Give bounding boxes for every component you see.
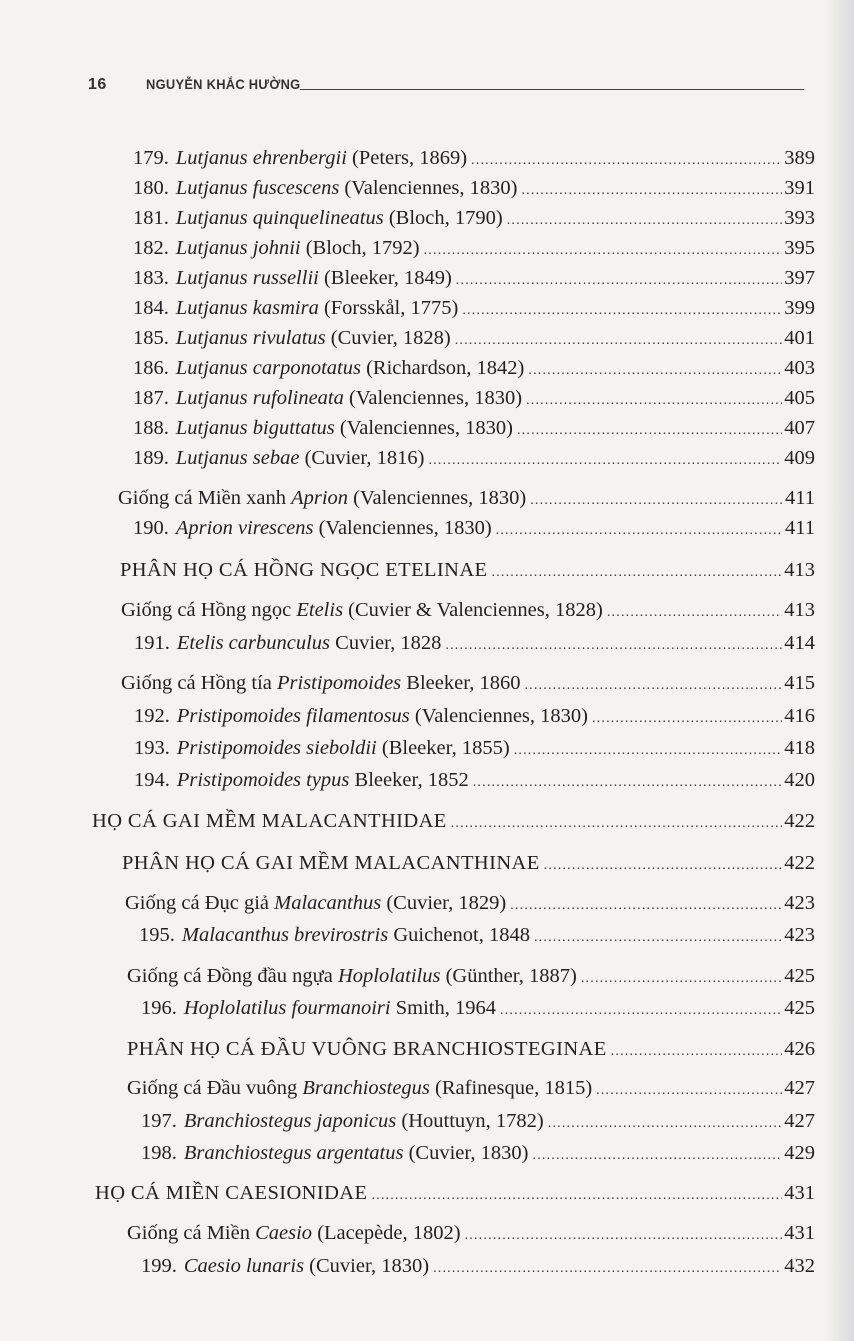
page-reference: 405 — [784, 387, 815, 409]
entry-number: 189. — [133, 447, 169, 469]
entry-text — [141, 1253, 429, 1279]
header-rule — [300, 89, 804, 90]
entry-text — [133, 515, 492, 541]
toc-entry-species — [133, 175, 815, 201]
page-reference: 426 — [784, 1038, 815, 1060]
toc-entry-species — [133, 445, 815, 471]
author-citation: (Cuvier & Valenciennes, 1828) — [343, 599, 603, 621]
toc-entry-species — [141, 1140, 815, 1166]
dot-leader — [528, 358, 782, 384]
toc-entry-species — [139, 922, 815, 948]
page-reference: 391 — [784, 177, 815, 199]
toc-entry-species — [133, 355, 815, 381]
page-reference: 425 — [784, 965, 815, 987]
toc-entry-group — [121, 597, 815, 623]
entry-number: 195. — [139, 924, 175, 946]
page-reference: 413 — [784, 599, 815, 621]
entry-text — [121, 670, 520, 696]
toc-entry-species — [133, 295, 815, 321]
author-citation: (Günther, 1887) — [440, 965, 577, 987]
entry-text — [133, 445, 424, 471]
entry-text — [134, 703, 588, 729]
toc-entry-group — [95, 1180, 815, 1206]
entry-text — [120, 557, 487, 583]
page-reference: 411 — [785, 487, 815, 509]
author-citation: (Bloch, 1792) — [300, 237, 420, 259]
dot-leader — [456, 268, 782, 294]
author-citation: Bleeker, 1860 — [401, 672, 521, 694]
page-reference: 418 — [784, 737, 815, 759]
entry-text — [133, 175, 517, 201]
toc-entry-species — [133, 325, 815, 351]
dot-leader — [581, 966, 782, 992]
entry-number: 181. — [133, 207, 169, 229]
entry-number: 188. — [133, 417, 169, 439]
dot-leader — [607, 600, 782, 626]
author-citation: (Rafinesque, 1815) — [429, 1077, 593, 1099]
page-reference: 397 — [784, 267, 815, 289]
scientific-name: Hoplolatilus fourmanoiri — [183, 997, 391, 1019]
entry-number: 185. — [133, 327, 169, 349]
entry-label: Giống cá Đồng đầu ngựa — [127, 965, 338, 987]
author-citation: (Cuvier, 1830) — [304, 1255, 430, 1277]
scientific-name: Lutjanus biguttatus — [175, 417, 335, 439]
toc-entry-species — [133, 145, 815, 171]
dot-leader — [428, 448, 782, 474]
dot-leader — [533, 1143, 783, 1169]
toc-entry-species — [134, 735, 815, 761]
entry-label: HỌ CÁ GAI MỀM MALACANTHIDAE — [92, 810, 447, 832]
author-citation: (Valenciennes, 1830) — [313, 517, 492, 539]
author-citation: (Bleeker, 1849) — [318, 267, 452, 289]
toc-entry-group — [122, 850, 815, 876]
author-citation: (Valenciennes, 1830) — [334, 417, 513, 439]
entry-number: 194. — [134, 769, 170, 791]
page-header — [88, 74, 804, 98]
scientific-name: Aprion — [291, 487, 349, 509]
entry-text — [133, 205, 503, 231]
toc-entry-group — [125, 890, 815, 916]
entry-text — [133, 325, 451, 351]
author-citation: Bleeker, 1852 — [349, 769, 469, 791]
entry-text — [141, 1108, 544, 1134]
scientific-name: Malacanthus — [274, 892, 382, 914]
dot-leader — [473, 770, 783, 796]
page-reference: 399 — [784, 297, 815, 319]
author-citation: (Bleeker, 1855) — [376, 737, 510, 759]
entry-text — [133, 235, 420, 261]
scientific-name: Lutjanus ehrenbergii — [175, 147, 347, 169]
scientific-name: Lutjanus fuscescens — [175, 177, 340, 199]
toc-entry-group — [121, 670, 815, 696]
scientific-name: Branchiostegus japonicus — [183, 1110, 397, 1132]
scientific-name: Caesio lunaris — [183, 1255, 305, 1277]
entry-text — [121, 597, 603, 623]
dot-leader — [530, 488, 783, 514]
page-edge-shadow — [826, 0, 854, 1341]
entry-text — [141, 995, 496, 1021]
scientific-name: Lutjanus kasmira — [175, 297, 319, 319]
page-reference: 420 — [784, 769, 815, 791]
entry-number: 191. — [134, 632, 170, 654]
author-citation: Smith, 1964 — [390, 997, 496, 1019]
scientific-name: Branchiostegus argentatus — [183, 1142, 404, 1164]
page-reference: 407 — [784, 417, 815, 439]
entry-text — [95, 1180, 367, 1206]
dot-leader — [496, 518, 783, 544]
toc-entry-species — [133, 385, 815, 411]
page-reference: 427 — [784, 1077, 815, 1099]
author-citation: Guichenot, 1848 — [388, 924, 530, 946]
author-citation: (Cuvier, 1829) — [381, 892, 507, 914]
dot-leader — [507, 208, 783, 234]
author-citation: (Valenciennes, 1830) — [348, 487, 527, 509]
author-citation: Cuvier, 1828 — [330, 632, 442, 654]
page-number: 16 — [88, 76, 107, 93]
dot-leader — [462, 298, 782, 324]
page-reference: 423 — [784, 924, 815, 946]
dot-leader — [465, 1223, 783, 1249]
entry-text — [92, 808, 447, 834]
toc-entry-group — [127, 963, 815, 989]
scientific-name: Lutjanus sebae — [175, 447, 300, 469]
dot-leader — [534, 925, 782, 951]
entry-label: PHÂN HỌ CÁ GAI MỀM MALACANTHINAE — [122, 852, 540, 874]
toc-entry-species — [133, 515, 815, 541]
scientific-name: Pristipomoides sieboldii — [176, 737, 377, 759]
entry-text — [127, 963, 577, 989]
page-reference: 413 — [784, 559, 815, 581]
entry-number: 190. — [133, 517, 169, 539]
running-title: NGUYỄN KHẮC HƯỜNG — [146, 76, 301, 92]
scientific-name: Etelis — [296, 599, 344, 621]
dot-leader — [596, 1078, 782, 1104]
toc-entry-group — [127, 1075, 815, 1101]
toc-entry-species — [133, 265, 815, 291]
dot-leader — [455, 328, 783, 354]
page-reference: 415 — [784, 672, 815, 694]
dot-leader — [500, 998, 782, 1024]
scientific-name: Branchiostegus — [302, 1077, 430, 1099]
dot-leader — [544, 853, 783, 879]
dot-leader — [514, 738, 783, 764]
author-citation: (Richardson, 1842) — [360, 357, 525, 379]
entry-label: Giống cá Hồng ngọc — [121, 599, 297, 621]
page-reference: 409 — [784, 447, 815, 469]
entry-text — [141, 1140, 529, 1166]
page-reference: 425 — [784, 997, 815, 1019]
entry-number: 186. — [133, 357, 169, 379]
scientific-name: Aprion virescens — [175, 517, 314, 539]
entry-number: 183. — [133, 267, 169, 289]
author-citation: (Bloch, 1790) — [383, 207, 503, 229]
scientific-name: Caesio — [255, 1222, 313, 1244]
author-citation: (Cuvier, 1816) — [299, 447, 425, 469]
scientific-name: Pristipomoides filamentosus — [176, 705, 410, 727]
scientific-name: Lutjanus quinquelineatus — [175, 207, 384, 229]
scientific-name: Pristipomoides typus — [176, 769, 350, 791]
page-reference: 414 — [784, 632, 815, 654]
author-citation: (Valenciennes, 1830) — [343, 387, 523, 409]
toc-entry-species — [134, 703, 815, 729]
entry-text — [122, 850, 540, 876]
toc-entry-species — [141, 1253, 815, 1279]
page-reference: 422 — [784, 810, 815, 832]
toc-entry-species — [134, 630, 815, 656]
toc-entry-species — [133, 235, 815, 261]
dot-leader — [491, 560, 782, 586]
author-citation: (Houttuyn, 1782) — [396, 1110, 544, 1132]
entry-label: PHÂN HỌ CÁ ĐẦU VUÔNG BRANCHIOSTEGINAE — [127, 1038, 607, 1060]
entry-label: Giống cá Hồng tía — [121, 672, 277, 694]
page-reference: 401 — [784, 327, 815, 349]
dot-leader — [524, 673, 782, 699]
page-reference: 431 — [784, 1222, 815, 1244]
entry-text — [133, 385, 522, 411]
entry-text — [127, 1220, 461, 1246]
dot-leader — [451, 811, 783, 837]
entry-number: 179. — [133, 147, 169, 169]
page-reference: 429 — [784, 1142, 815, 1164]
entry-number: 197. — [141, 1110, 177, 1132]
scientific-name: Lutjanus carponotatus — [175, 357, 361, 379]
dot-leader — [433, 1256, 782, 1282]
page-reference: 423 — [784, 892, 815, 914]
toc-entry-species — [141, 1108, 815, 1134]
entry-label: Giống cá Đục giả — [125, 892, 275, 914]
page-reference: 431 — [784, 1182, 815, 1204]
entry-text — [127, 1036, 607, 1062]
page-reference: 411 — [785, 517, 815, 539]
page-reference: 389 — [784, 147, 815, 169]
page-reference: 395 — [784, 237, 815, 259]
author-citation: (Forsskål, 1775) — [318, 297, 459, 319]
author-citation: (Cuvier, 1828) — [325, 327, 451, 349]
dot-leader — [371, 1183, 782, 1209]
toc-entry-group — [127, 1220, 815, 1246]
scientific-name: Lutjanus rufolineata — [175, 387, 344, 409]
entry-text — [133, 415, 513, 441]
entry-text — [134, 630, 441, 656]
author-citation: (Lacepède, 1802) — [312, 1222, 461, 1244]
toc-entry-group — [120, 557, 815, 583]
entry-text — [127, 1075, 592, 1101]
author-citation: (Peters, 1869) — [346, 147, 468, 169]
page-reference: 416 — [784, 705, 815, 727]
entry-number: 187. — [133, 387, 169, 409]
entry-text — [134, 767, 469, 793]
page-reference: 432 — [784, 1255, 815, 1277]
entry-label: Giống cá Miền xanh — [118, 487, 292, 509]
dot-leader — [445, 633, 782, 659]
page-reference: 403 — [784, 357, 815, 379]
author-citation: (Cuvier, 1830) — [403, 1142, 529, 1164]
entry-number: 196. — [141, 997, 177, 1019]
scientific-name: Pristipomoides — [277, 672, 402, 694]
dot-leader — [517, 418, 782, 444]
dot-leader — [526, 388, 782, 414]
entry-text — [133, 295, 458, 321]
entry-number: 182. — [133, 237, 169, 259]
page-reference: 393 — [784, 207, 815, 229]
entry-label: Giống cá Đầu vuông — [127, 1077, 303, 1099]
entry-number: 180. — [133, 177, 169, 199]
toc-entry-group — [127, 1036, 815, 1062]
author-citation: (Valenciennes, 1830) — [339, 177, 518, 199]
entry-number: 199. — [141, 1255, 177, 1277]
entry-label: PHÂN HỌ CÁ HỒNG NGỌC ETELINAE — [120, 559, 488, 581]
toc-entry-species — [133, 415, 815, 441]
scientific-name: Lutjanus russellii — [175, 267, 319, 289]
page-reference: 427 — [784, 1110, 815, 1132]
entry-text — [133, 355, 524, 381]
dot-leader — [424, 238, 783, 264]
dot-leader — [471, 148, 782, 174]
scientific-name: Lutjanus johnii — [175, 237, 301, 259]
entry-text — [134, 735, 510, 761]
scientific-name: Hoplolatilus — [337, 965, 441, 987]
dot-leader — [592, 706, 782, 732]
toc-entry-group — [92, 808, 815, 834]
toc-entry-species — [133, 205, 815, 231]
entry-text — [133, 265, 452, 291]
entry-number: 198. — [141, 1142, 177, 1164]
dot-leader — [548, 1111, 783, 1137]
dot-leader — [521, 178, 782, 204]
dot-leader — [510, 893, 782, 919]
scientific-name: Malacanthus brevirostris — [181, 924, 389, 946]
toc-entry-group — [118, 485, 815, 511]
dot-leader — [611, 1039, 783, 1065]
entry-text — [118, 485, 526, 511]
toc-entry-species — [141, 995, 815, 1021]
scientific-name: Lutjanus rivulatus — [175, 327, 326, 349]
entry-text — [133, 145, 467, 171]
entry-number: 192. — [134, 705, 170, 727]
entry-number: 184. — [133, 297, 169, 319]
author-citation: (Valenciennes, 1830) — [409, 705, 588, 727]
entry-label: HỌ CÁ MIỀN CAESIONIDAE — [95, 1182, 368, 1204]
toc-entry-species — [134, 767, 815, 793]
scientific-name: Etelis carbunculus — [176, 632, 331, 654]
entry-label: Giống cá Miền — [127, 1222, 256, 1244]
entry-number: 193. — [134, 737, 170, 759]
entry-text — [139, 922, 530, 948]
entry-text — [125, 890, 506, 916]
page-reference: 422 — [784, 852, 815, 874]
